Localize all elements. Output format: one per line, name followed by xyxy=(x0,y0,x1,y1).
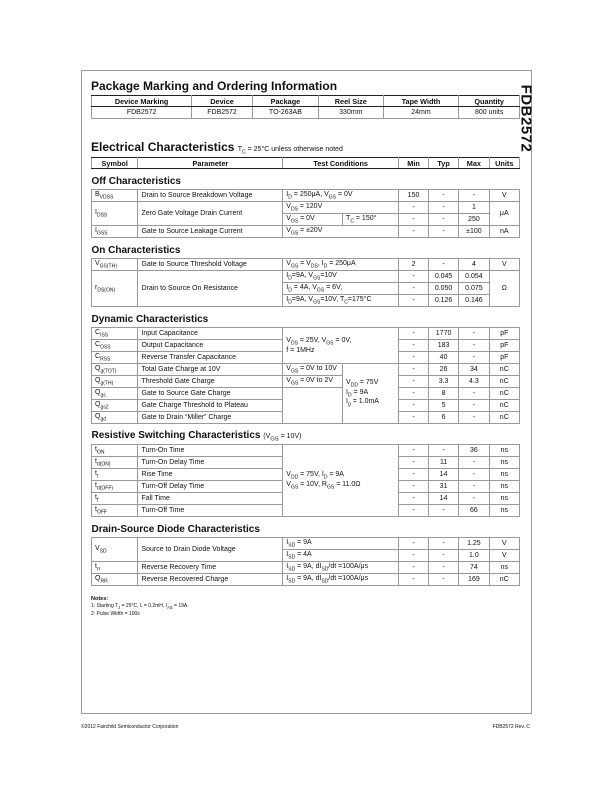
symbol-toff: $t_{OFF}$ xyxy=(92,505,138,517)
footer-revision: FDB2572 Rev. C xyxy=(492,724,530,730)
cond-rdson-3: $I_D=9A$, $V_{GS}=10V$, $T_C=175^\circ C$ xyxy=(283,295,399,307)
cond-capacitance: $V_{DS} = 25V$, $V_{GS} = 0V$, f = 1MHz xyxy=(283,328,399,364)
typ-igss: - xyxy=(428,226,458,238)
typ-crss: 40 xyxy=(428,352,458,364)
unit-toff: ns xyxy=(489,505,519,517)
typ-tdoff: 31 xyxy=(428,481,458,493)
ordering-data-row xyxy=(92,107,520,119)
max-qrr: 169 xyxy=(459,574,489,586)
max-tf: - xyxy=(459,493,489,505)
symbol-qrr: $Q_{RR}$ xyxy=(92,574,138,586)
typ-rdson-2: 0.050 xyxy=(428,283,458,295)
unit-idss: μA xyxy=(489,202,519,226)
cell-package: TO-263AB xyxy=(252,107,318,119)
max-idss-1: 1 xyxy=(459,202,489,214)
cond-vsd-2: $I_{SD} = 4A$ xyxy=(283,550,399,562)
cell-tape: 24mm xyxy=(383,107,459,119)
min-rdson-3: - xyxy=(399,295,429,307)
max-qgd: - xyxy=(459,412,489,424)
unit-ciss: pF xyxy=(489,328,519,340)
max-qgtot: 34 xyxy=(459,364,489,376)
max-igss: ±100 xyxy=(459,226,489,238)
unit-tdoff: ns xyxy=(489,481,519,493)
param-qrr: Reverse Recovered Charge xyxy=(138,574,283,586)
typ-bvdss: - xyxy=(428,190,458,202)
typ-coss: 183 xyxy=(428,340,458,352)
max-coss: - xyxy=(459,340,489,352)
min-igss: - xyxy=(399,226,429,238)
symbol-idss: $I_{DSS}$ xyxy=(92,202,138,226)
max-tr: - xyxy=(459,469,489,481)
param-qgtot: Total Gate Charge at 10V xyxy=(138,364,283,376)
cond-qrr: $I_{SD} = 9A$, $dI_{SD}/dt =100A/\mu s$ xyxy=(283,574,399,586)
min-idss-1: - xyxy=(399,202,429,214)
section-resistive: Resistive Switching Characteristics $(V_{GS} = 10V)$ xyxy=(92,424,520,445)
max-trr: 74 xyxy=(459,562,489,574)
symbol-ciss: $C_{ISS}$ xyxy=(92,328,138,340)
symbol-crss: $C_{RSS}$ xyxy=(92,352,138,364)
typ-tf: 14 xyxy=(428,493,458,505)
param-trr: Reverse Recovery Time xyxy=(138,562,283,574)
max-vsd-1: 1.25 xyxy=(459,538,489,550)
max-idss-2: 250 xyxy=(459,214,489,226)
unit-qgtot: nC xyxy=(489,364,519,376)
section-diode: Drain-Source Diode Characteristics xyxy=(92,517,520,538)
param-bvdss: Drain to Source Breakdown Voltage xyxy=(138,190,283,202)
row-qgtot xyxy=(92,364,520,376)
electrical-title: Electrical Characteristics $T_C = 25^\circ C$ unless otherwise noted xyxy=(91,140,343,156)
section-off: Off Characteristics xyxy=(92,169,520,190)
max-qgs2: - xyxy=(459,400,489,412)
unit-rdson: Ω xyxy=(489,271,519,307)
typ-rdson-1: 0.045 xyxy=(428,271,458,283)
param-igss: Gate to Source Leakage Current xyxy=(138,226,283,238)
cell-quantity: 800 units xyxy=(459,107,520,119)
max-rdson-2: 0.075 xyxy=(459,283,489,295)
cell-device: FDB2572 xyxy=(192,107,253,119)
row-idss-1 xyxy=(92,202,520,214)
header-parameter: Parameter xyxy=(138,158,283,169)
typ-ciss: 1770 xyxy=(428,328,458,340)
header-reel-size: Reel Size xyxy=(318,96,383,107)
unit-qrr: nC xyxy=(489,574,519,586)
min-tdon: - xyxy=(399,457,429,469)
cond-qgtot: $V_{GS} = 0V$ to 10V xyxy=(283,364,343,376)
min-toff: - xyxy=(399,505,429,517)
typ-qgs: 8 xyxy=(428,388,458,400)
unit-tf: ns xyxy=(489,493,519,505)
unit-trr: ns xyxy=(489,562,519,574)
max-crss: - xyxy=(459,352,489,364)
header-package: Package xyxy=(252,96,318,107)
row-qgs xyxy=(92,388,520,400)
min-idss-2: - xyxy=(399,214,429,226)
max-vsd-2: 1.0 xyxy=(459,550,489,562)
min-vsd-1: - xyxy=(399,538,429,550)
cond-idss-2: $V_{GS} = 0V$ xyxy=(283,214,343,226)
min-ciss: - xyxy=(399,328,429,340)
min-bvdss: 150 xyxy=(399,190,429,202)
symbol-rdson: $r_{DS(ON)}$ xyxy=(92,271,138,307)
min-qgs2: - xyxy=(399,400,429,412)
unit-crss: pF xyxy=(489,352,519,364)
typ-idss-2: - xyxy=(428,214,458,226)
min-vsd-2: - xyxy=(399,550,429,562)
symbol-ton: $t_{ON}$ xyxy=(92,445,138,457)
symbol-igss: $I_{GSS}$ xyxy=(92,226,138,238)
symbol-coss: $C_{OSS}$ xyxy=(92,340,138,352)
cond-rdson-2: $I_D = 4A$, $V_{GS} = 6V$, xyxy=(283,283,399,295)
param-ciss: Input Capacitance xyxy=(138,328,283,340)
header-test-conditions: Test Conditions xyxy=(283,158,399,169)
max-ton: 36 xyxy=(459,445,489,457)
electrical-header-row xyxy=(92,158,520,169)
unit-tdon: ns xyxy=(489,457,519,469)
cond-switching: $V_{DD} = 75V$, $I_D = 9A$ $V_{GS} = 10V$, $R_{GS} = 11.0\Omega$ xyxy=(283,445,399,517)
unit-tr: ns xyxy=(489,469,519,481)
row-vgsth xyxy=(92,259,520,271)
min-tf: - xyxy=(399,493,429,505)
electrical-table xyxy=(91,157,520,586)
min-qgs: - xyxy=(399,388,429,400)
header-device: Device xyxy=(192,96,253,107)
typ-ton: - xyxy=(428,445,458,457)
min-rdson-1: - xyxy=(399,271,429,283)
header-max: Max xyxy=(459,158,489,169)
min-tdoff: - xyxy=(399,481,429,493)
cond-gate-charge: $V_{DD} = 75V$ $I_D = 9A$ $I_g = 1.0mA$ xyxy=(343,364,399,424)
header-quantity: Quantity xyxy=(459,96,520,107)
min-tr: - xyxy=(399,469,429,481)
symbol-qgtot: $Q_{g(TOT)}$ xyxy=(92,364,138,376)
unit-ton: ns xyxy=(489,445,519,457)
param-ton: Turn-On Time xyxy=(138,445,283,457)
unit-qgs: nC xyxy=(489,388,519,400)
cond-igss: $V_{GS} = \pm 20V$ xyxy=(283,226,399,238)
typ-qgtot: 26 xyxy=(428,364,458,376)
min-ton: - xyxy=(399,445,429,457)
note-2: 2: Pulse Width = 100s xyxy=(91,611,140,617)
cond-idss-1: $V_{DS} = 120V$ xyxy=(283,202,399,214)
row-igss xyxy=(92,226,520,238)
unit-coss: pF xyxy=(489,340,519,352)
row-qrr xyxy=(92,574,520,586)
row-vsd-1 xyxy=(92,538,520,550)
cond-bvdss: $I_D = 250\mu A$, $V_{GS} = 0V$ xyxy=(283,190,399,202)
row-ciss xyxy=(92,328,520,340)
symbol-vsd: $V_{SD}$ xyxy=(92,538,138,562)
row-ton xyxy=(92,445,520,457)
min-qgth: - xyxy=(399,376,429,388)
param-tdoff: Turn-Off Delay Time xyxy=(138,481,283,493)
param-qgs: Gate to Source Gate Charge xyxy=(138,388,283,400)
param-toff: Turn-Off Time xyxy=(138,505,283,517)
notes xyxy=(91,596,189,618)
cond-idss-3: $T_C = 150^\circ$ xyxy=(343,214,399,226)
symbol-qgd: $Q_{gd}$ xyxy=(92,412,138,424)
typ-vgsth: - xyxy=(428,259,458,271)
ordering-header-row xyxy=(92,96,520,107)
max-vgsth: 4 xyxy=(459,259,489,271)
cond-trr: $I_{SD} = 9A$, $dI_{SD}/dt =100A/\mu s$ xyxy=(283,562,399,574)
typ-qrr: - xyxy=(428,574,458,586)
max-qgth: 4.3 xyxy=(459,376,489,388)
ordering-table xyxy=(91,95,520,119)
header-units: Units xyxy=(489,158,519,169)
min-rdson-2: - xyxy=(399,283,429,295)
unit-vsd-2: V xyxy=(489,550,519,562)
cell-marking: FDB2572 xyxy=(92,107,192,119)
symbol-qgs: $Q_{gs}$ xyxy=(92,388,138,400)
param-qgth: Threshold Gate Charge xyxy=(138,376,283,388)
cond-rdson-1: $I_D=9A$, $V_{GS}=10V$ xyxy=(283,271,399,283)
unit-bvdss: V xyxy=(489,190,519,202)
param-crss: Reverse Transfer Capacitance xyxy=(138,352,283,364)
min-trr: - xyxy=(399,562,429,574)
symbol-qgth: $Q_{g(TH)}$ xyxy=(92,376,138,388)
section-on: On Characteristics xyxy=(92,238,520,259)
note-1: 1: Starting $T_J = 25^\circ C$, L = 0.2mH, $I_{AS} = 19A$. xyxy=(91,603,189,610)
symbol-tdoff: $t_{d(OFF)}$ xyxy=(92,481,138,493)
typ-idss-1: - xyxy=(428,202,458,214)
cell-reel: 330mm xyxy=(318,107,383,119)
unit-vgsth: V xyxy=(489,259,519,271)
header-device-marking: Device Marking xyxy=(92,96,192,107)
typ-qgd: 6 xyxy=(428,412,458,424)
param-vgsth: Gate to Source Threshold Voltage xyxy=(138,259,283,271)
param-tr: Rise Time xyxy=(138,469,283,481)
symbol-trr: $t_{rr}$ xyxy=(92,562,138,574)
header-symbol: Symbol xyxy=(92,158,138,169)
typ-rdson-3: 0.126 xyxy=(428,295,458,307)
symbol-bvdss: $B_{VDSS}$ xyxy=(92,190,138,202)
param-tf: Fall Time xyxy=(138,493,283,505)
max-toff: 66 xyxy=(459,505,489,517)
min-coss: - xyxy=(399,340,429,352)
max-tdoff: - xyxy=(459,481,489,493)
max-qgs: - xyxy=(459,388,489,400)
cond-vgsth: $V_{GS} = V_{DS}$, $I_D = 250\mu A$ xyxy=(283,259,399,271)
param-qgd: Gate to Drain “Miller” Charge xyxy=(138,412,283,424)
row-bvdss xyxy=(92,190,520,202)
header-tape-width: Tape Width xyxy=(383,96,459,107)
typ-tdon: 11 xyxy=(428,457,458,469)
typ-toff: - xyxy=(428,505,458,517)
param-rdson: Drain to Source On Resistance xyxy=(138,271,283,307)
typ-qgth: 3.3 xyxy=(428,376,458,388)
param-vsd: Source to Drain Diode Voltage xyxy=(138,538,283,562)
symbol-vgsth: $V_{GS(TH)}$ xyxy=(92,259,138,271)
header-typ: Typ xyxy=(428,158,458,169)
section-dynamic: Dynamic Characteristics xyxy=(92,307,520,328)
notes-title: Notes: xyxy=(91,596,109,602)
max-bvdss: - xyxy=(459,190,489,202)
min-crss: - xyxy=(399,352,429,364)
max-tdon: - xyxy=(459,457,489,469)
max-rdson-1: 0.054 xyxy=(459,271,489,283)
row-rdson-1 xyxy=(92,271,520,283)
param-qgs2: Gate Charge Threshold to Plateau xyxy=(138,400,283,412)
typ-tr: 14 xyxy=(428,469,458,481)
cond-vsd-1: $I_{SD} = 9A$ xyxy=(283,538,399,550)
typ-qgs2: 5 xyxy=(428,400,458,412)
cond-qgs-empty xyxy=(283,388,343,424)
symbol-qgs2: $Q_{gs2}$ xyxy=(92,400,138,412)
unit-qgd: nC xyxy=(489,412,519,424)
footer-copyright: ©2012 Fairchild Semiconductor Corporation xyxy=(81,724,179,730)
side-title: FDB2572 xyxy=(517,84,535,153)
max-ciss: - xyxy=(459,328,489,340)
min-qgtot: - xyxy=(399,364,429,376)
min-qrr: - xyxy=(399,574,429,586)
max-rdson-3: 0.146 xyxy=(459,295,489,307)
param-tdon: Turn-On Delay Time xyxy=(138,457,283,469)
min-qgd: - xyxy=(399,412,429,424)
cond-qgth: $V_{GS} = 0V$ to 2V xyxy=(283,376,343,388)
typ-trr: - xyxy=(428,562,458,574)
unit-qgs2: nC xyxy=(489,400,519,412)
ordering-title: Package Marking and Ordering Information xyxy=(91,79,338,93)
unit-qgth: nC xyxy=(489,376,519,388)
row-qgth xyxy=(92,376,520,388)
min-vgsth: 2 xyxy=(399,259,429,271)
unit-vsd-1: V xyxy=(489,538,519,550)
symbol-tf: $t_f$ xyxy=(92,493,138,505)
unit-igss: nA xyxy=(489,226,519,238)
header-min: Min xyxy=(399,158,429,169)
row-trr xyxy=(92,562,520,574)
param-idss: Zero Gate Voltage Drain Current xyxy=(138,202,283,226)
symbol-tr: $t_r$ xyxy=(92,469,138,481)
param-coss: Output Capacitance xyxy=(138,340,283,352)
typ-vsd-1: - xyxy=(428,538,458,550)
typ-vsd-2: - xyxy=(428,550,458,562)
symbol-tdon: $t_{d(ON)}$ xyxy=(92,457,138,469)
